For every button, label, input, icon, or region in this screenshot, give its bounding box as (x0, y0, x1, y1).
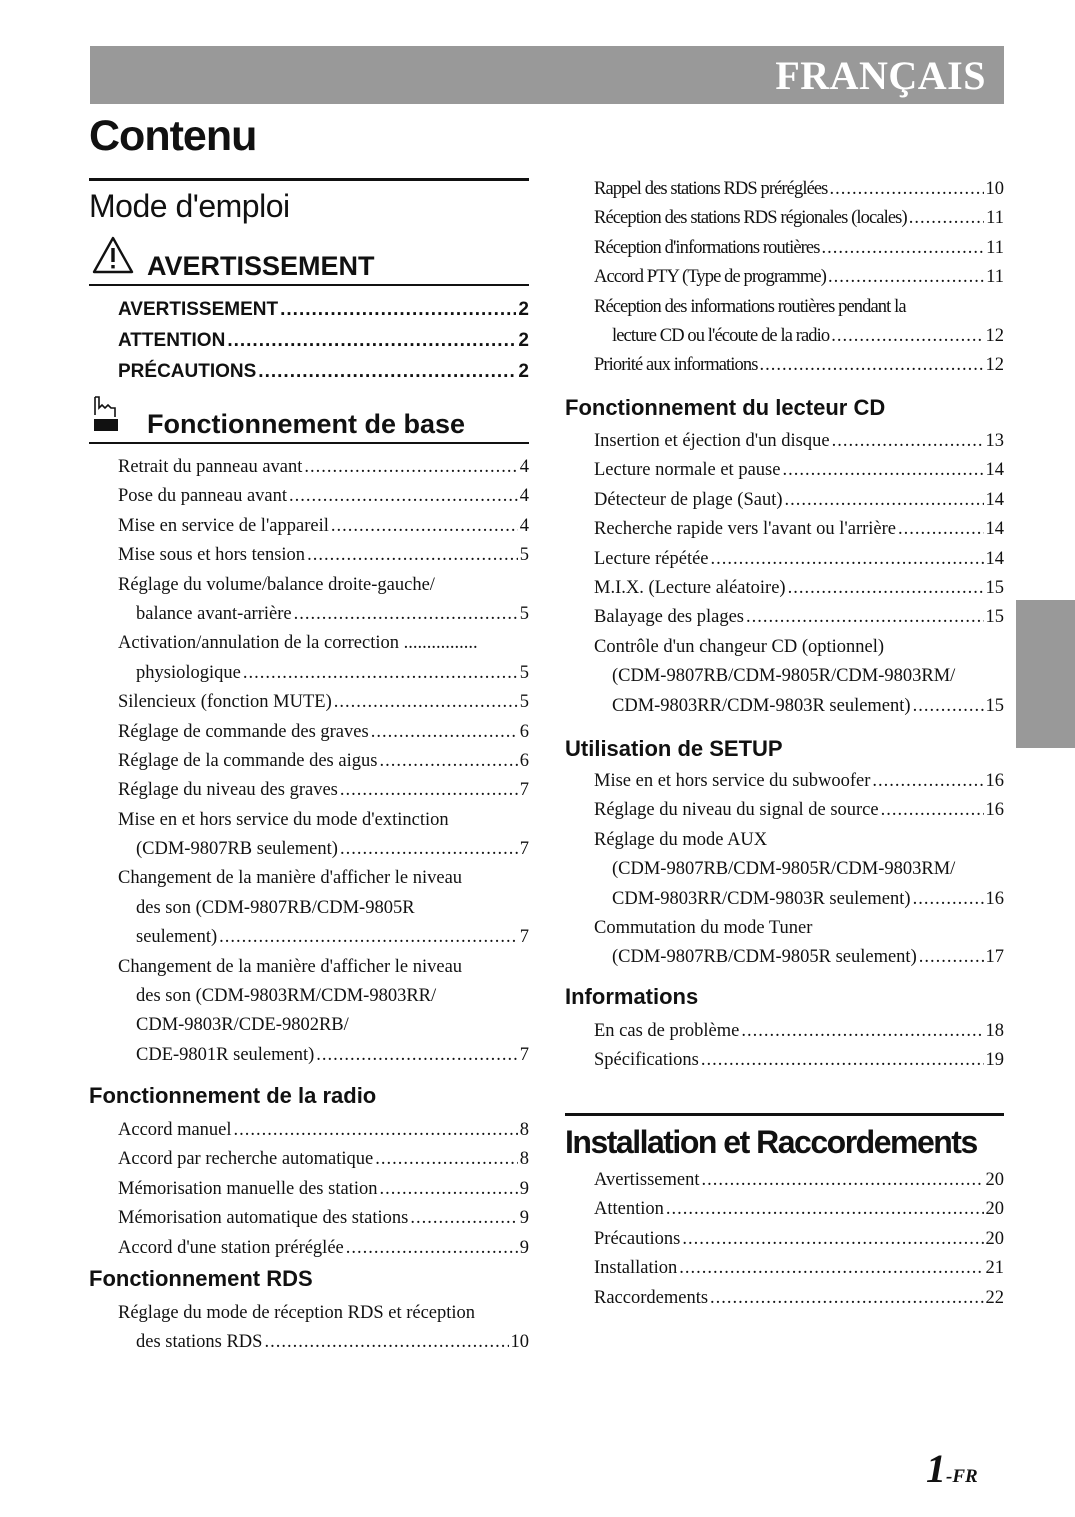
toc-entry (594, 427, 1004, 456)
toc-entry (594, 574, 1004, 603)
toc-entry-page: 20 (985, 1199, 1004, 1220)
toc-leader-dots (294, 600, 518, 629)
basic-toc-list (118, 453, 529, 1070)
toc-entry-label: physiologique (136, 662, 241, 683)
toc-entry-page: 5 (519, 603, 529, 624)
toc-entry (594, 1254, 1004, 1283)
toc-entry-page: 7 (519, 927, 529, 948)
toc-entry-page: 9 (519, 1208, 529, 1229)
toc-entry-page: 10 (985, 179, 1004, 199)
toc-entry (594, 204, 1004, 233)
toc-entry (118, 864, 529, 893)
toc-entry-page: 11 (986, 208, 1004, 229)
toc-entry-page: 15 (985, 607, 1004, 628)
toc-entry (594, 692, 1004, 721)
toc-entry-page: 9 (519, 1237, 529, 1258)
toc-entry-page: 5 (519, 662, 529, 683)
toc-entry-label: Réception des stations RDS régionales (locales) (594, 208, 907, 229)
toc-entry (594, 885, 1004, 914)
warning-section-heading: AVERTISSEMENT (147, 251, 375, 281)
setup-section-heading: Utilisation de SETUP (565, 736, 783, 761)
toc-entry (118, 482, 529, 511)
toc-entry-page: 16 (985, 771, 1004, 791)
toc-entry (118, 356, 529, 387)
toc-entry-label: M.I.X. (Lecture aléatoire) (594, 577, 786, 598)
toc-leader-dots (881, 796, 984, 825)
toc-entry (118, 806, 529, 835)
toc-entry (594, 1284, 1004, 1313)
toc-entry (594, 1195, 1004, 1224)
toc-entry-page: 5 (519, 545, 529, 566)
toc-entry (118, 923, 529, 952)
side-thumb-tab (1016, 600, 1075, 748)
toc-leader-dots (832, 427, 984, 456)
rds-continued-toc-list (594, 175, 1004, 381)
toc-entry (118, 894, 529, 923)
toc-entry-label: Mise sous et hors tension (118, 545, 306, 566)
toc-entry-label: (CDM-9807RB/CDM-9805R seulement) (612, 947, 917, 968)
toc-leader-dots (701, 1046, 984, 1075)
toc-entry-label: CDM-9803RR/CDM-9803R seulement) (612, 695, 911, 716)
toc-entry (594, 914, 1004, 943)
toc-entry-label: Accord par recherche automatique (118, 1149, 374, 1170)
radio-toc-list (118, 1116, 529, 1263)
toc-entry-label: Réglage du volume/balance droite-gauche/ (118, 574, 435, 595)
toc-entry (594, 1017, 1004, 1046)
toc-entry (118, 1116, 529, 1145)
toc-entry-page: 7 (519, 1044, 529, 1065)
toc-entry-label: Réglage de commande des graves (118, 721, 369, 742)
toc-entry-page: 12 (985, 325, 1004, 346)
toc-entry-page: 14 (985, 519, 1004, 540)
toc-leader-dots (679, 1254, 983, 1283)
toc-entry-page: 4 (519, 515, 529, 536)
toc-entry-page: 7 (519, 839, 529, 860)
toc-entry-page: 21 (985, 1258, 1004, 1279)
toc-entry-page: 20 (985, 1228, 1004, 1249)
toc-leader-dots (375, 1145, 517, 1174)
toc-entry-label: Attention (594, 1199, 664, 1220)
toc-entry (118, 688, 529, 717)
toc-entry (594, 943, 1004, 972)
toc-entry (118, 659, 529, 688)
toc-entry (118, 541, 529, 570)
toc-entry (118, 512, 529, 541)
warning-triangle-icon (91, 235, 135, 280)
toc-entry-label: Avertissement (594, 1170, 700, 1190)
toc-leader-dots (746, 603, 984, 632)
toc-entry-label: Réglage du niveau du signal de source (594, 800, 879, 821)
toc-entry-page: 15 (985, 695, 1004, 716)
toc-entry-page: 17 (985, 947, 1004, 968)
toc-entry (118, 1175, 529, 1204)
toc-leader-dots (711, 545, 984, 574)
toc-entry-label: Accord PTY (Type de programme) (594, 267, 826, 288)
toc-entry (594, 633, 1004, 662)
toc-entry (594, 603, 1004, 632)
toc-entry-label: Réglage de la commande des aigus (118, 750, 378, 771)
toc-entry-label: Détecteur de plage (Saut) (594, 489, 783, 510)
toc-entry (118, 953, 529, 982)
toc-entry-label: (CDM-9807RB seulement) (136, 839, 338, 860)
warning-toc-list (118, 294, 529, 387)
toc-leader-dots (340, 835, 518, 864)
installation-toc-list (594, 1166, 1004, 1313)
toc-leader-dots (682, 1225, 983, 1254)
toc-entry (594, 545, 1004, 574)
toc-entry (594, 456, 1004, 485)
toc-entry-label: Activation/annulation de la correction ................ (118, 633, 478, 654)
toc-entry-label: seulement) (136, 927, 218, 948)
warning-section-header (89, 246, 529, 286)
toc-entry-label: Lecture normale et pause (594, 460, 781, 481)
toc-leader-dots (379, 1175, 517, 1204)
toc-leader-dots (371, 718, 518, 747)
toc-entry-label: balance avant-arrière (136, 603, 292, 624)
toc-entry-label: des stations RDS (136, 1332, 263, 1353)
toc-entry-page: 8 (519, 1120, 529, 1140)
toc-leader-dots (227, 325, 516, 356)
toc-entry-label: Réglage du mode AUX (594, 829, 768, 850)
toc-entry (118, 1145, 529, 1174)
toc-entry (594, 293, 1004, 322)
toc-entry-label: Insertion et éjection d'un disque (594, 431, 830, 451)
page-number-value: 1 (926, 1446, 946, 1491)
toc-entry-label: (CDM-9807RB/CDM-9805R/CDM-9803RM/ (612, 666, 956, 687)
toc-leader-dots (782, 456, 983, 485)
toc-leader-dots (741, 1017, 983, 1046)
toc-entry-label: En cas de problème (594, 1021, 740, 1041)
page-number (926, 1445, 978, 1492)
toc-leader-dots (243, 659, 518, 688)
toc-entry-page: 16 (985, 888, 1004, 909)
toc-entry (118, 629, 529, 658)
toc-leader-dots (219, 923, 518, 952)
toc-entry-page: 20 (985, 1170, 1004, 1190)
cd-toc-list (594, 427, 1004, 721)
language-label: FRANÇAIS (775, 53, 986, 98)
toc-entry (594, 515, 1004, 544)
toc-entry-page: 10 (510, 1332, 529, 1353)
toc-entry-label: Priorité aux informations (594, 355, 758, 376)
basic-section-header (89, 404, 529, 444)
mode-emploi-heading: Mode d'emploi (89, 188, 290, 224)
installation-heading: Installation et Raccordements (565, 1124, 977, 1160)
toc-entry-label: Réception d'informations routières (594, 237, 820, 258)
toc-entry-label: Balayage des plages (594, 607, 744, 628)
toc-entry (594, 351, 1004, 380)
toc-entry (594, 662, 1004, 691)
toc-entry (118, 835, 529, 864)
language-banner (90, 46, 1004, 104)
toc-leader-dots (666, 1195, 984, 1224)
toc-entry-label: (CDM-9807RB/CDM-9805R/CDM-9803RM/ (612, 859, 956, 880)
toc-entry (594, 767, 1004, 796)
toc-leader-dots (830, 175, 984, 204)
toc-entry-page: 13 (985, 431, 1004, 451)
toc-entry-page: 6 (519, 750, 529, 771)
toc-leader-dots (379, 747, 517, 776)
toc-entry (118, 982, 529, 1011)
toc-leader-dots (304, 453, 517, 482)
info-toc-list (594, 1017, 1004, 1076)
toc-entry-page: 5 (519, 692, 529, 713)
toc-leader-dots (760, 351, 984, 380)
toc-leader-dots (919, 943, 984, 972)
toc-entry (594, 234, 1004, 263)
toc-entry (594, 826, 1004, 855)
toc-entry (118, 718, 529, 747)
toc-entry (118, 1204, 529, 1233)
toc-entry-label: Accord manuel (118, 1120, 232, 1140)
toc-entry-page: 12 (985, 355, 1004, 376)
toc-entry-page: 19 (985, 1050, 1004, 1071)
toc-entry-label: Installation (594, 1258, 678, 1279)
toc-entry-label: Silencieux (fonction MUTE) (118, 692, 332, 713)
toc-entry-label: AVERTISSEMENT (118, 299, 279, 320)
toc-entry-label: CDE-9801R seulement) (136, 1044, 315, 1065)
toc-entry-page: 15 (985, 577, 1004, 598)
radio-section-heading: Fonctionnement de la radio (89, 1083, 377, 1108)
installation-header (565, 1113, 1004, 1161)
toc-entry-page: 18 (985, 1021, 1004, 1041)
toc-entry-page: 16 (985, 800, 1004, 821)
toc-entry-label: Recherche rapide vers l'avant ou l'arrière (594, 519, 896, 540)
toc-entry-label: Précautions (594, 1228, 681, 1249)
toc-entry-label: lecture CD ou l'écoute de la radio (612, 325, 830, 346)
toc-leader-dots (280, 294, 516, 325)
toc-entry (118, 1011, 529, 1040)
toc-entry-page: 2 (518, 361, 529, 382)
toc-leader-dots (710, 1284, 983, 1313)
toc-entry-page: 11 (986, 267, 1004, 288)
toc-entry-label: Mise en et hors service du subwoofer (594, 771, 871, 791)
toc-entry-page: 9 (519, 1178, 529, 1199)
page-title: Contenu (89, 112, 257, 160)
hand-pointer-icon (91, 395, 123, 438)
page-number-suffix: -FR (946, 1466, 978, 1487)
toc-entry-page: 4 (519, 486, 529, 507)
toc-entry-label: Raccordements (594, 1287, 709, 1308)
toc-entry (118, 1041, 529, 1070)
toc-entry (594, 1166, 1004, 1195)
toc-entry-label: Accord d'une station préréglée (118, 1237, 344, 1258)
toc-leader-dots (702, 1166, 984, 1195)
cd-section-heading: Fonctionnement du lecteur CD (565, 395, 886, 420)
info-section-heading: Informations (565, 984, 699, 1009)
toc-entry-label: Rappel des stations RDS préréglées (594, 179, 828, 199)
toc-entry-label: Réglage du niveau des graves (118, 780, 338, 801)
toc-leader-dots (831, 322, 983, 351)
toc-entry-label: CDM-9803RR/CDM-9803R seulement) (612, 888, 911, 909)
toc-entry-label: PRÉCAUTIONS (118, 361, 257, 382)
toc-entry-page: 8 (519, 1149, 529, 1170)
toc-entry (594, 175, 1004, 204)
mode-emploi-header (89, 178, 529, 225)
toc-entry (594, 1046, 1004, 1075)
setup-toc-list (594, 767, 1004, 973)
toc-entry (118, 453, 529, 482)
toc-entry (594, 855, 1004, 884)
toc-entry (594, 486, 1004, 515)
toc-leader-dots (909, 204, 984, 233)
toc-entry-page: 6 (519, 721, 529, 742)
toc-leader-dots (785, 486, 984, 515)
toc-entry-label: Réglage du mode de réception RDS et réception (118, 1303, 476, 1323)
toc-entry-label: Retrait du panneau avant (118, 457, 303, 477)
rds-toc-list (118, 1299, 529, 1358)
toc-entry-page: 2 (518, 299, 529, 320)
toc-leader-dots (913, 885, 984, 914)
toc-entry-label: Changement de la manière d'afficher le niveau (118, 956, 463, 977)
toc-entry (118, 1328, 529, 1357)
toc-leader-dots (289, 482, 518, 511)
toc-entry-label: CDM-9803R/CDE-9802RB/ (136, 1015, 349, 1036)
toc-leader-dots (264, 1328, 508, 1357)
toc-entry-label: Pose du panneau avant (118, 486, 288, 507)
toc-leader-dots (340, 776, 518, 805)
toc-leader-dots (316, 1041, 517, 1070)
toc-entry-page: 7 (519, 780, 529, 801)
toc-entry-label: Réception des informations routières pendant la (594, 296, 906, 317)
toc-entry (118, 294, 529, 325)
toc-entry-page: 14 (985, 489, 1004, 510)
basic-section-heading: Fonctionnement de base (147, 409, 466, 439)
toc-entry (118, 571, 529, 600)
toc-entry-label: Lecture répétée (594, 548, 709, 569)
toc-entry (594, 263, 1004, 292)
toc-leader-dots (346, 1234, 518, 1263)
toc-leader-dots (307, 541, 518, 570)
toc-entry (594, 796, 1004, 825)
toc-entry-label: Spécifications (594, 1050, 699, 1071)
toc-entry-label: Changement de la manière d'afficher le niveau (118, 868, 463, 889)
toc-leader-dots (331, 512, 518, 541)
toc-entry-page: 22 (985, 1287, 1004, 1308)
toc-leader-dots (898, 515, 984, 544)
toc-entry (118, 1299, 529, 1328)
toc-leader-dots (822, 234, 985, 263)
toc-entry (118, 747, 529, 776)
toc-entry-page: 2 (518, 330, 529, 351)
toc-entry-label: Commutation du mode Tuner (594, 917, 813, 938)
toc-entry (594, 322, 1004, 351)
toc-entry-label: des son (CDM-9803RM/CDM-9803RR/ (136, 986, 437, 1007)
toc-leader-dots (410, 1204, 517, 1233)
toc-leader-dots (828, 263, 984, 292)
toc-leader-dots (334, 688, 518, 717)
rds-section-heading: Fonctionnement RDS (89, 1266, 313, 1291)
toc-entry-label: Contrôle d'un changeur CD (optionnel) (594, 636, 885, 657)
toc-entry-page: 4 (519, 457, 529, 477)
toc-entry-page: 14 (985, 548, 1004, 569)
toc-entry (118, 1234, 529, 1263)
toc-entry-label: Mémorisation manuelle des station (118, 1178, 378, 1199)
toc-entry-page: 11 (986, 237, 1004, 258)
toc-entry (594, 1225, 1004, 1254)
toc-entry-label: Mémorisation automatique des stations (118, 1208, 409, 1229)
toc-entry (118, 600, 529, 629)
toc-leader-dots (913, 692, 984, 721)
toc-leader-dots (234, 1116, 518, 1145)
toc-entry-label: Mise en service de l'appareil (118, 515, 329, 536)
toc-entry-label: des son (CDM-9807RB/CDM-9805R (136, 897, 415, 918)
toc-leader-dots (258, 356, 516, 387)
toc-entry-label: Mise en et hors service du mode d'extinction (118, 809, 449, 830)
toc-entry-page: 14 (985, 460, 1004, 481)
toc-leader-dots (872, 767, 983, 796)
toc-entry (118, 325, 529, 356)
toc-entry-label: ATTENTION (118, 330, 226, 351)
toc-entry (118, 776, 529, 805)
toc-leader-dots (788, 574, 984, 603)
